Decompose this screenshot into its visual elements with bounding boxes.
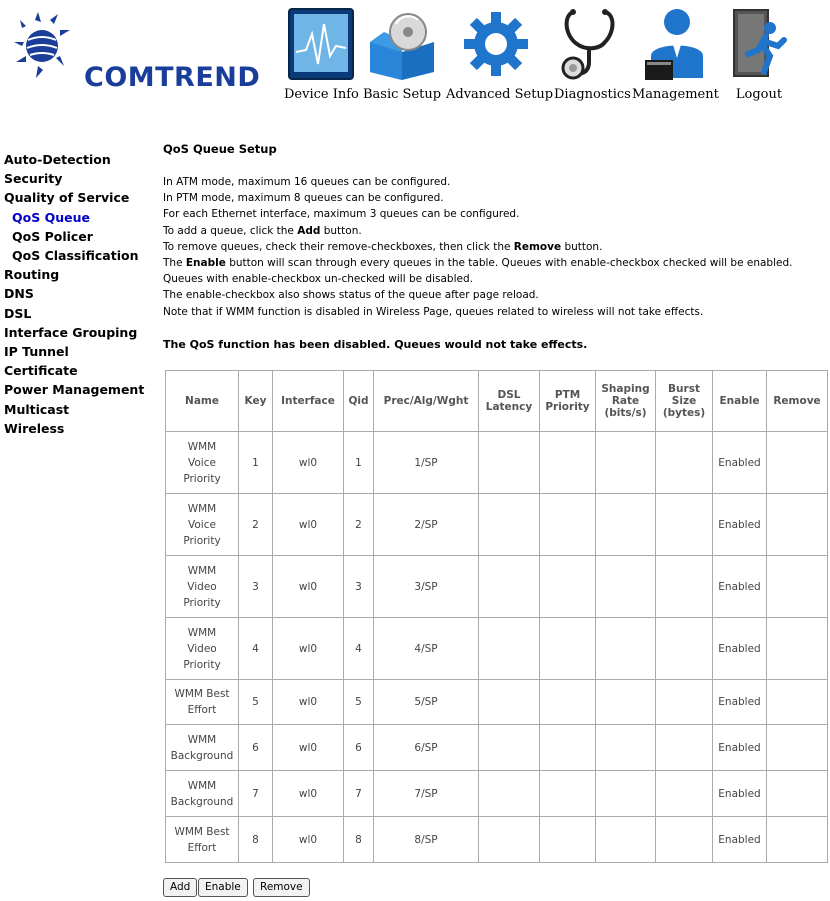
desc-text: button. — [320, 224, 362, 237]
col-shaping-rate — [596, 371, 656, 432]
col-prec-alg-wght: Prec/Alg/Wght — [374, 371, 479, 432]
col-ptm-priority — [540, 371, 596, 432]
name-line: Background — [170, 795, 234, 808]
cell-remove — [767, 618, 828, 680]
col-name: Name — [166, 371, 239, 432]
cell-key: 3 — [239, 556, 273, 618]
hdr-line: Shaping — [601, 383, 650, 395]
cell-name — [166, 771, 239, 817]
cell-prec: 6/SP — [374, 725, 479, 771]
sidebar-item-qos-queue[interactable]: QoS Queue — [12, 209, 90, 225]
basic-setup-icon — [364, 6, 440, 82]
cell-dsl-latency — [479, 680, 540, 725]
cell-remove — [767, 725, 828, 771]
cell-qid: 7 — [344, 771, 374, 817]
cell-burst-size — [656, 725, 713, 771]
table-row — [166, 680, 828, 725]
col-enable: Enable — [713, 371, 767, 432]
cell-key: 4 — [239, 618, 273, 680]
cell-dsl-latency — [479, 494, 540, 556]
cell-dsl-latency — [479, 618, 540, 680]
cell-remove — [767, 432, 828, 494]
queue-table — [165, 370, 828, 863]
table-row — [166, 432, 828, 494]
cell-enable: Enabled — [713, 494, 767, 556]
desc-line: In PTM mode, maximum 8 queues can be configured. — [163, 192, 444, 205]
cell-remove — [767, 680, 828, 725]
cell-qid: 1 — [344, 432, 374, 494]
cell-interface: wl0 — [273, 725, 344, 771]
cell-key: 8 — [239, 817, 273, 863]
cell-qid: 3 — [344, 556, 374, 618]
cell-key: 7 — [239, 771, 273, 817]
cell-key: 5 — [239, 680, 273, 725]
name-line: Effort — [187, 704, 217, 716]
nav-label: Advanced Setup — [446, 87, 554, 102]
cell-qid: 8 — [344, 817, 374, 863]
sidebar-item-security[interactable]: Security — [4, 171, 63, 187]
nav-diagnostics[interactable] — [554, 6, 630, 102]
cell-name — [166, 556, 239, 618]
name-line: WMM — [187, 440, 217, 453]
cell-name — [166, 725, 239, 771]
cell-shaping-rate — [596, 432, 656, 494]
col-key: Key — [239, 371, 273, 432]
hdr-line: (bytes) — [662, 407, 706, 419]
cell-burst-size — [656, 494, 713, 556]
name-line: WMM Best — [174, 688, 230, 700]
cell-remove — [767, 771, 828, 817]
cell-name — [166, 680, 239, 725]
hdr-line: DSL — [497, 389, 521, 401]
cell-prec: 5/SP — [374, 680, 479, 725]
cell-enable: Enabled — [713, 817, 767, 863]
name-line: Background — [170, 749, 234, 762]
sidebar-item-certificate[interactable]: Certificate — [4, 363, 78, 379]
nav-label: Logout — [735, 87, 783, 102]
cell-shaping-rate — [596, 725, 656, 771]
hdr-line: (bits/s) — [604, 407, 647, 419]
sidebar-item-qos-policer[interactable]: QoS Policer — [12, 228, 93, 244]
sidebar — [4, 150, 144, 438]
cell-ptm-priority — [540, 725, 596, 771]
cell-interface: wl0 — [273, 817, 344, 863]
cell-enable: Enabled — [713, 725, 767, 771]
cell-burst-size — [656, 817, 713, 863]
cell-burst-size — [656, 680, 713, 725]
add-button[interactable]: Add — [163, 878, 197, 897]
name-line: Video — [187, 580, 217, 593]
management-icon — [639, 6, 711, 82]
table-row — [166, 618, 828, 680]
desc-line — [163, 255, 823, 287]
enable-button[interactable]: Enable — [198, 878, 248, 897]
cell-qid: 5 — [344, 680, 374, 725]
cell-qid: 4 — [344, 618, 374, 680]
cell-ptm-priority — [540, 556, 596, 618]
cell-key: 6 — [239, 725, 273, 771]
cell-shaping-rate — [596, 556, 656, 618]
table-row — [166, 494, 828, 556]
nav-label: Device Info — [284, 87, 359, 102]
sidebar-item-power-management[interactable]: Power Management — [4, 382, 145, 398]
desc-line — [163, 239, 823, 255]
page-title: QoS Queue Setup — [163, 142, 277, 156]
diagnostics-icon — [559, 6, 625, 82]
cell-interface: wl0 — [273, 556, 344, 618]
cell-enable: Enabled — [713, 432, 767, 494]
name-line: WMM — [187, 779, 217, 792]
advanced-setup-icon — [458, 6, 534, 82]
name-line: WMM — [187, 733, 217, 746]
sidebar-item-qos-classification[interactable]: QoS Classification — [12, 248, 139, 264]
cell-enable: Enabled — [713, 556, 767, 618]
col-remove: Remove — [767, 371, 828, 432]
name-line: Video — [187, 642, 217, 655]
cell-shaping-rate — [596, 494, 656, 556]
cell-name — [166, 494, 239, 556]
cell-remove — [767, 556, 828, 618]
hdr-line: Size — [671, 395, 697, 407]
cell-shaping-rate — [596, 680, 656, 725]
cell-interface: wl0 — [273, 680, 344, 725]
cell-dsl-latency — [479, 556, 540, 618]
cell-key: 2 — [239, 494, 273, 556]
cell-remove — [767, 494, 828, 556]
cell-prec: 3/SP — [374, 556, 479, 618]
cell-dsl-latency — [479, 771, 540, 817]
table-row — [166, 556, 828, 618]
cell-shaping-rate — [596, 771, 656, 817]
sidebar-item-ip-tunnel[interactable]: IP Tunnel — [4, 344, 69, 360]
name-line: Priority — [183, 596, 221, 609]
cell-key: 1 — [239, 432, 273, 494]
cell-enable: Enabled — [713, 618, 767, 680]
cell-burst-size — [656, 432, 713, 494]
cell-ptm-priority — [540, 618, 596, 680]
cell-remove — [767, 817, 828, 863]
main-content — [152, 134, 830, 901]
desc-bold: Enable — [185, 257, 226, 270]
nav-basic-setup[interactable] — [363, 6, 441, 102]
cell-name — [166, 817, 239, 863]
desc-text: button will scan through every queues in the table. Queues with enable-checkbox checked will be enabled. Queues with enable-checkbox un-checked will be disabled. — [163, 257, 793, 286]
cell-enable: Enabled — [713, 680, 767, 725]
cell-dsl-latency — [479, 725, 540, 771]
table-row — [166, 771, 828, 817]
cell-burst-size — [656, 618, 713, 680]
desc-line: Note that if WMM function is disabled in Wireless Page, queues related to wireless will not take effects. — [163, 305, 704, 318]
comtrend-logo — [10, 8, 265, 96]
name-line: WMM — [187, 564, 217, 577]
cell-prec: 4/SP — [374, 618, 479, 680]
cell-interface: wl0 — [273, 771, 344, 817]
desc-line — [163, 223, 823, 239]
cell-prec: 8/SP — [374, 817, 479, 863]
desc-bold: Remove — [513, 240, 562, 253]
cell-interface: wl0 — [273, 494, 344, 556]
cell-dsl-latency — [479, 432, 540, 494]
table-row — [166, 817, 828, 863]
col-dsl-latency — [479, 371, 540, 432]
cell-name — [166, 618, 239, 680]
sidebar-item-interface-grouping[interactable]: Interface Grouping — [4, 324, 138, 340]
nav-logout[interactable] — [726, 6, 792, 102]
hdr-line: Priority — [545, 401, 590, 413]
nav-label: Diagnostics — [554, 87, 631, 102]
cell-burst-size — [656, 556, 713, 618]
cell-burst-size — [656, 771, 713, 817]
header — [0, 0, 830, 120]
cell-ptm-priority — [540, 817, 596, 863]
cell-ptm-priority — [540, 432, 596, 494]
hdr-line: Burst — [668, 383, 700, 395]
name-line: Priority — [183, 534, 221, 547]
sidebar-item-dsl[interactable]: DSL — [4, 305, 32, 321]
name-line: WMM — [187, 626, 217, 639]
cell-dsl-latency — [479, 817, 540, 863]
name-line: Priority — [183, 658, 221, 671]
table-header-row — [166, 371, 828, 432]
cell-shaping-rate — [596, 618, 656, 680]
name-line: Voice — [188, 518, 216, 531]
nav-label: Management — [632, 87, 719, 102]
name-line: WMM Best — [174, 825, 230, 838]
hdr-line: PTM — [554, 389, 581, 401]
desc-text: The — [163, 257, 186, 270]
cell-qid: 6 — [344, 725, 374, 771]
logout-icon — [728, 6, 790, 82]
name-line: Effort — [187, 841, 217, 854]
sidebar-item-routing[interactable]: Routing — [4, 267, 60, 283]
name-line: Priority — [183, 472, 221, 485]
desc-bold: Add — [297, 224, 321, 237]
cell-interface: wl0 — [273, 618, 344, 680]
description — [163, 174, 823, 320]
desc-line: In ATM mode, maximum 16 queues can be configured. — [163, 176, 451, 188]
sidebar-item-multicast[interactable]: Multicast — [4, 401, 70, 417]
name-line: WMM — [187, 502, 217, 515]
comtrend-globe-icon — [10, 8, 80, 88]
sidebar-item-auto-detection[interactable]: Auto-Detection — [4, 152, 111, 167]
device-info-icon — [286, 6, 356, 82]
hdr-line: Rate — [611, 395, 640, 407]
cell-prec: 2/SP — [374, 494, 479, 556]
sidebar-item-dns[interactable]: DNS — [4, 286, 34, 302]
cell-ptm-priority — [540, 771, 596, 817]
sidebar-item-wireless[interactable]: Wireless — [4, 420, 65, 436]
sidebar-item-quality-of-service[interactable]: Quality of Service — [4, 190, 130, 206]
table-row — [166, 725, 828, 771]
nav-label: Basic Setup — [363, 87, 442, 102]
brand-name: COMTREND — [84, 62, 261, 93]
desc-text: button. — [561, 240, 603, 253]
desc-text: To add a queue, click the — [163, 224, 298, 237]
col-interface: Interface — [273, 371, 344, 432]
cell-shaping-rate — [596, 817, 656, 863]
cell-name — [166, 432, 239, 494]
desc-text: To remove queues, check their remove-checkboxes, then click the — [163, 240, 514, 253]
desc-line: For each Ethernet interface, maximum 3 queues can be configured. — [163, 208, 520, 221]
cell-enable: Enabled — [713, 771, 767, 817]
col-burst-size — [656, 371, 713, 432]
cell-prec: 7/SP — [374, 771, 479, 817]
cell-qid: 2 — [344, 494, 374, 556]
nav-device-info[interactable] — [284, 6, 358, 102]
hdr-line: Latency — [485, 401, 533, 413]
nav-advanced-setup[interactable] — [446, 6, 554, 102]
name-line: Voice — [188, 456, 216, 469]
cell-ptm-priority — [540, 680, 596, 725]
qos-disabled-warning: The QoS function has been disabled. Queues would not take effects. — [163, 338, 588, 351]
desc-line: The enable-checkbox also shows status of the queue after page reload. — [163, 289, 539, 302]
cell-ptm-priority — [540, 494, 596, 556]
col-qid: Qid — [344, 371, 374, 432]
cell-prec: 1/SP — [374, 432, 479, 494]
remove-button[interactable]: Remove — [253, 878, 310, 897]
cell-interface: wl0 — [273, 432, 344, 494]
nav-management[interactable] — [632, 6, 718, 102]
